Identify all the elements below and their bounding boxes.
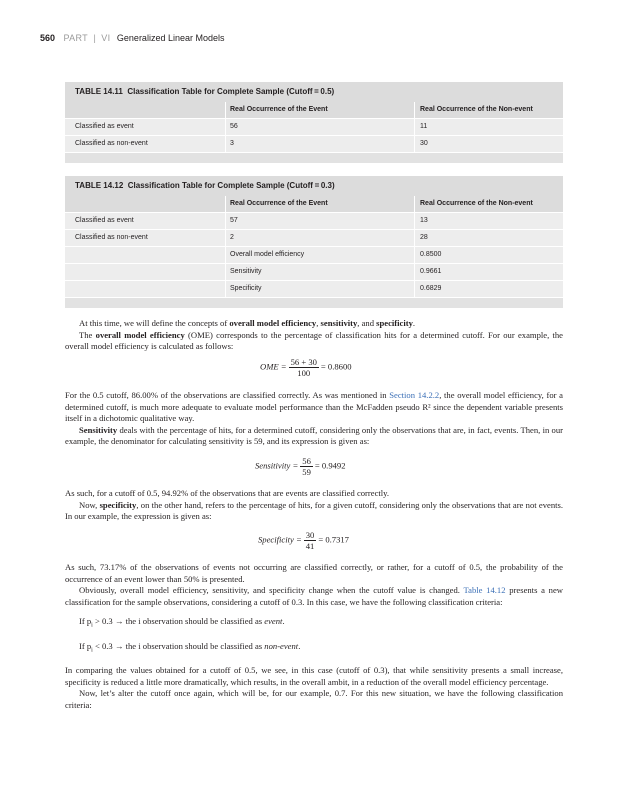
part-number: VI	[101, 33, 111, 43]
cell-value: 56	[230, 123, 238, 130]
table-caption	[65, 176, 563, 196]
row-label: Classified as event	[75, 217, 134, 224]
metric-value: 0.9661	[420, 268, 442, 275]
paragraph: As such, 73.17% of the observations of events not occurring are classified correctly, or rather, for a cutoff of 0.5, the probability of the occurrence of an event lower than 50% is presented.	[65, 562, 563, 584]
page-number: 560	[40, 33, 56, 43]
equation-specificity: Specificity = $\frac{30}{41}$ = 0.7317	[258, 530, 349, 551]
row-label: Classified as non-event	[75, 140, 148, 147]
paragraph: For the 0.5 cutoff, 86.00% of the observations are classified correctly. As was mentioned in Section 14.2.2, the overall model efficiency, for a determined cutoff, is much more adequate to evaluate model performance than the McFadden pseudo R² since the dependent variable presents itself in a dichotomic qualitative way.	[65, 390, 563, 424]
paragraph: As such, for a cutoff of 0.5, 94.92% of the observations that are events are classified correctly.	[65, 488, 390, 498]
table-header-row	[65, 196, 563, 212]
cell-value: 30	[420, 140, 428, 147]
header-title: Generalized Linear Models	[116, 33, 225, 43]
equation-ome: OME = $\frac{56 + 30}{100}$ = 0.8600	[260, 357, 352, 378]
metric-label: Overall model efficiency	[230, 251, 305, 258]
section-link[interactable]: Section 14.2.2	[389, 390, 440, 400]
table-caption	[65, 82, 563, 102]
metric-label: Specificity	[230, 285, 262, 292]
body-block-2	[65, 390, 563, 448]
col-header-event: Real Occurrence of the Event	[230, 106, 328, 113]
paragraph: The overall model efficiency (OME) corresponds to the percentage of classification hits for a determined cutoff. For our example, the overall model efficiency is calculated as follows:	[65, 329, 563, 352]
paragraph: At this time, we will define the concepts of overall model efficiency, sensitivity, and specificity.	[79, 318, 416, 328]
part-label: PART	[63, 33, 88, 43]
table-row	[65, 118, 563, 135]
row-label: Classified as event	[75, 123, 134, 130]
table-footer	[65, 297, 563, 308]
table-label: TABLE 14.11	[75, 87, 123, 96]
paragraph: In comparing the values obtained for a cutoff of 0.5, we see, in this case (cutoff of 0.3), that while sensitivity presents a small increase, specificity is reduced a little more dramatically, which results, in the overall ambit, in a reduction of the overall model efficiency percentage.	[65, 665, 563, 687]
col-header-event: Real Occurrence of the Event	[230, 200, 328, 207]
cell-value: 2	[230, 234, 234, 241]
table-row	[65, 135, 563, 152]
table-label: TABLE 14.12	[75, 181, 124, 190]
table-caption-text: Classification Table for Complete Sample (Cutoff = 0.5)	[127, 87, 335, 96]
metric-value: 0.8500	[420, 251, 442, 258]
cell-value: 28	[420, 234, 428, 241]
cell-value: 11	[420, 123, 428, 130]
cell-value: 3	[230, 140, 234, 147]
col-header-nonevent: Real Occurrence of the Non-event	[420, 106, 533, 113]
paragraph: Obviously, overall model efficiency, sensitivity, and specificity change when the cutoff value is changed. Table 14.12 presents a new classification for the sample observations, considering a cutoff of 0.3. In this case, we have the following classification criteria:	[65, 585, 563, 607]
table-row	[65, 280, 563, 297]
table-link[interactable]: Table 14.12	[463, 585, 506, 596]
row-label: Classified as non-event	[75, 234, 148, 241]
table-caption-text: Classification Table for Complete Sample (Cutoff = 0.3)	[127, 181, 335, 190]
table-row	[65, 246, 563, 263]
body-block-4	[65, 562, 563, 711]
metric-value: 0.6829	[420, 285, 442, 292]
body-block-3	[65, 488, 563, 523]
table-row	[65, 229, 563, 246]
cell-value: 13	[420, 217, 428, 224]
criterion-nonevent: If $p_i < 0.3$ → the i observation should be classified as non-event.	[79, 640, 301, 654]
paragraph: Now, specificity, on the other hand, refers to the percentage of hits, for a given cutoff, considering only the observations that are not events. In our example, the expression is given as:	[65, 499, 563, 522]
table-row	[65, 212, 563, 229]
paragraph: Sensitivity deals with the percentage of hits, for a determined cutoff, considering only the observations that are, in fact, events. Then, in our example, the denominator for calculating sensitivity is 59, and its expression is given as:	[65, 424, 563, 447]
body-block-1	[65, 318, 563, 353]
table-footer	[65, 152, 563, 163]
criterion-event: If $p_i > 0.3$ → the i observation should be classified as event.	[79, 616, 285, 630]
cell-value: 57	[230, 217, 238, 224]
table-row	[65, 263, 563, 280]
table-header-row	[65, 102, 563, 118]
equation-sensitivity: Sensitivity = $\frac{56}{59}$ = 0.9492	[255, 456, 346, 477]
running-header	[40, 33, 224, 43]
table-14-12	[65, 176, 563, 308]
metric-label: Sensitivity	[230, 268, 262, 275]
table-14-11	[65, 82, 563, 163]
col-header-nonevent: Real Occurrence of the Non-event	[420, 200, 533, 207]
paragraph: Now, let’s alter the cutoff once again, which will be, for our example, 0.7. For this new situation, we have the following classification criteria:	[65, 688, 563, 710]
header-separator: |	[93, 33, 96, 43]
